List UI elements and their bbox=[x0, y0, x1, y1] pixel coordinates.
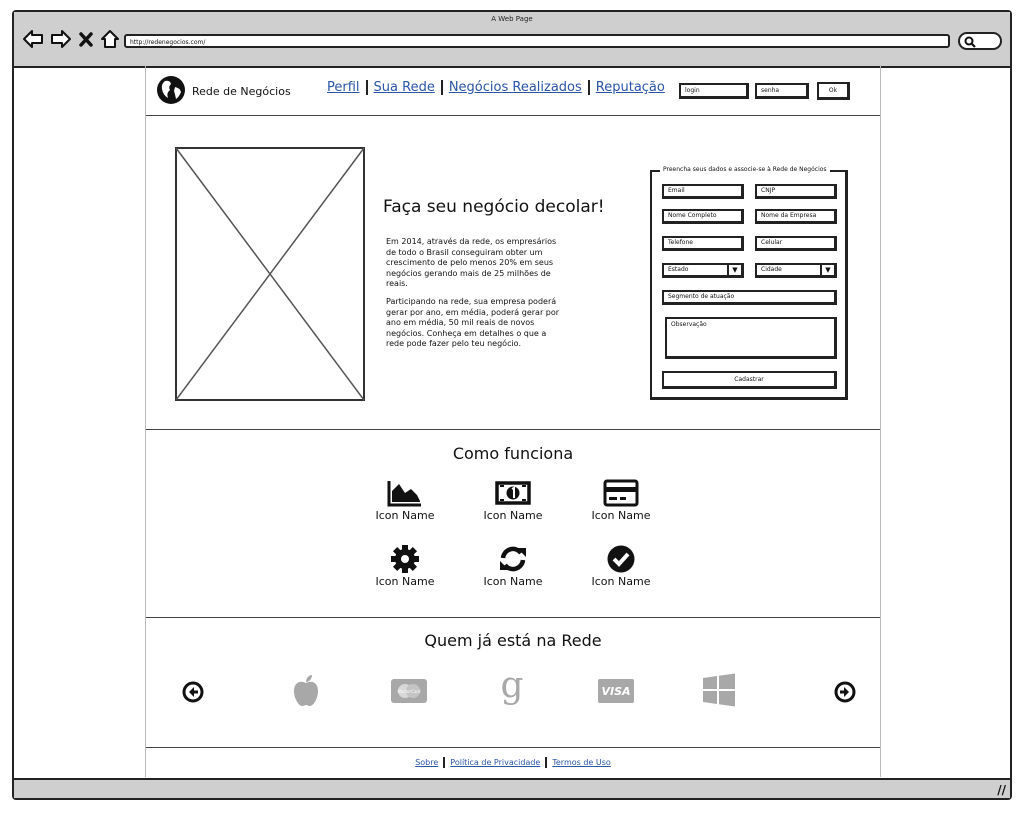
window-title: A Web Page bbox=[491, 15, 533, 23]
image-placeholder bbox=[175, 147, 365, 401]
site-header bbox=[146, 65, 880, 116]
apple-logo-icon bbox=[291, 673, 321, 707]
nav-buttons bbox=[22, 28, 120, 50]
email-field[interactable]: Email bbox=[662, 184, 744, 199]
footer-separator bbox=[545, 757, 547, 768]
footer-link-privacy[interactable]: Política de Privacidade bbox=[450, 758, 541, 767]
section-title: Quem já está na Rede bbox=[424, 631, 602, 650]
form-legend: Preencha seus dados e associe-se à Rede de Negócios bbox=[660, 166, 830, 173]
brand-name: Rede de Negócios bbox=[192, 85, 291, 98]
mobile-field[interactable]: Celular bbox=[755, 236, 837, 251]
feature-item bbox=[473, 545, 553, 588]
footer-separator bbox=[443, 757, 445, 768]
hero-title: Faça seu negócio decolar! bbox=[383, 197, 605, 217]
forward-icon[interactable] bbox=[50, 29, 72, 49]
resize-handle-icon[interactable]: // bbox=[997, 783, 1006, 797]
feature-label: Icon Name bbox=[375, 509, 435, 522]
arrow-right-circle-icon[interactable] bbox=[834, 681, 856, 703]
check-circle-icon bbox=[603, 545, 639, 573]
segment-field[interactable]: Segmento de atuação bbox=[662, 290, 837, 305]
arrow-left-circle-icon[interactable] bbox=[182, 681, 204, 703]
clients-section bbox=[146, 617, 880, 748]
nav-sua-rede[interactable]: Sua Rede bbox=[373, 80, 435, 95]
nav-negocios-realizados[interactable]: Negócios Realizados bbox=[448, 80, 582, 95]
close-icon[interactable] bbox=[78, 30, 94, 48]
city-select[interactable] bbox=[755, 263, 837, 278]
signup-form bbox=[650, 166, 848, 400]
company-field[interactable]: Nome da Empresa bbox=[755, 209, 837, 224]
chevron-down-icon: ▼ bbox=[820, 265, 834, 275]
back-icon[interactable] bbox=[22, 29, 44, 49]
search-icon bbox=[964, 36, 976, 48]
footer-links bbox=[146, 757, 880, 768]
feature-label: Icon Name bbox=[591, 509, 651, 522]
area-chart-icon bbox=[387, 479, 423, 507]
cnpj-field[interactable]: CNJP bbox=[755, 184, 837, 199]
nav-separator bbox=[588, 80, 590, 95]
notes-textarea[interactable]: Observação bbox=[665, 317, 837, 359]
phone-field[interactable]: Telefone bbox=[662, 236, 744, 251]
feature-label: Icon Name bbox=[375, 575, 435, 588]
google-logo-icon bbox=[499, 669, 525, 709]
feature-item bbox=[581, 479, 661, 522]
full-name-field[interactable]: Nome Completo bbox=[662, 209, 744, 224]
google-text: g bbox=[500, 669, 524, 706]
password-input[interactable]: senha bbox=[755, 83, 809, 99]
home-icon[interactable] bbox=[100, 29, 120, 49]
login-ok-button[interactable]: Ok bbox=[817, 82, 850, 100]
chevron-down-icon: ▼ bbox=[727, 265, 741, 275]
feature-item bbox=[365, 545, 445, 588]
mastercard-logo-icon bbox=[391, 679, 427, 703]
hero-section bbox=[146, 115, 880, 430]
address-bar[interactable]: http://redenegocios.com/ bbox=[124, 34, 950, 48]
money-icon bbox=[495, 479, 531, 507]
how-it-works-section bbox=[146, 429, 880, 618]
state-select[interactable] bbox=[662, 263, 744, 278]
mastercard-text: MasterCard bbox=[397, 689, 421, 694]
feature-item bbox=[473, 479, 553, 522]
feature-label: Icon Name bbox=[483, 509, 543, 522]
visa-logo-icon bbox=[598, 679, 634, 703]
page bbox=[145, 65, 881, 777]
globe-logo-icon bbox=[156, 75, 186, 105]
gear-icon bbox=[387, 545, 423, 573]
nav-separator bbox=[441, 80, 443, 95]
nav-perfil[interactable]: Perfil bbox=[327, 80, 360, 95]
refresh-icon bbox=[495, 545, 531, 573]
browser-toolbar bbox=[14, 12, 1010, 68]
main-nav bbox=[327, 80, 665, 95]
feature-item bbox=[581, 545, 661, 588]
windows-logo-icon bbox=[702, 673, 736, 707]
feature-label: Icon Name bbox=[483, 575, 543, 588]
hero-paragraph: Participando na rede, sua empresa poderá gerar por ano, em média, poderá gerar por ano em média, 50 mil reais de novos negócios. Conheça em detalhes o que a rede pode fazer pelo teu negócio. bbox=[386, 297, 560, 348]
credit-card-icon bbox=[603, 479, 639, 507]
footer-link-terms[interactable]: Termos de Uso bbox=[552, 758, 611, 767]
nav-reputacao[interactable]: Reputação bbox=[595, 80, 665, 95]
hero-paragraph: Em 2014, através da rede, os empresários de todo o Brasil conseguiram obter um crescimento de pelo menos 20% em seus negócios gerando mais de 25 milhões de reais. bbox=[386, 237, 557, 288]
feature-label: Icon Name bbox=[591, 575, 651, 588]
browser-search[interactable] bbox=[958, 32, 1002, 50]
site-footer bbox=[146, 747, 880, 777]
visa-text: VISA bbox=[601, 685, 631, 698]
section-title: Como funciona bbox=[452, 444, 574, 463]
footer-link-sobre[interactable]: Sobre bbox=[415, 758, 439, 767]
status-bar bbox=[14, 778, 1010, 798]
state-select-value: Estado bbox=[668, 266, 689, 273]
login-input[interactable]: login bbox=[679, 83, 749, 99]
city-select-value: Cidade bbox=[761, 266, 782, 273]
feature-item bbox=[365, 479, 445, 522]
nav-separator bbox=[366, 80, 368, 95]
submit-button[interactable]: Cadastrar bbox=[662, 371, 837, 389]
